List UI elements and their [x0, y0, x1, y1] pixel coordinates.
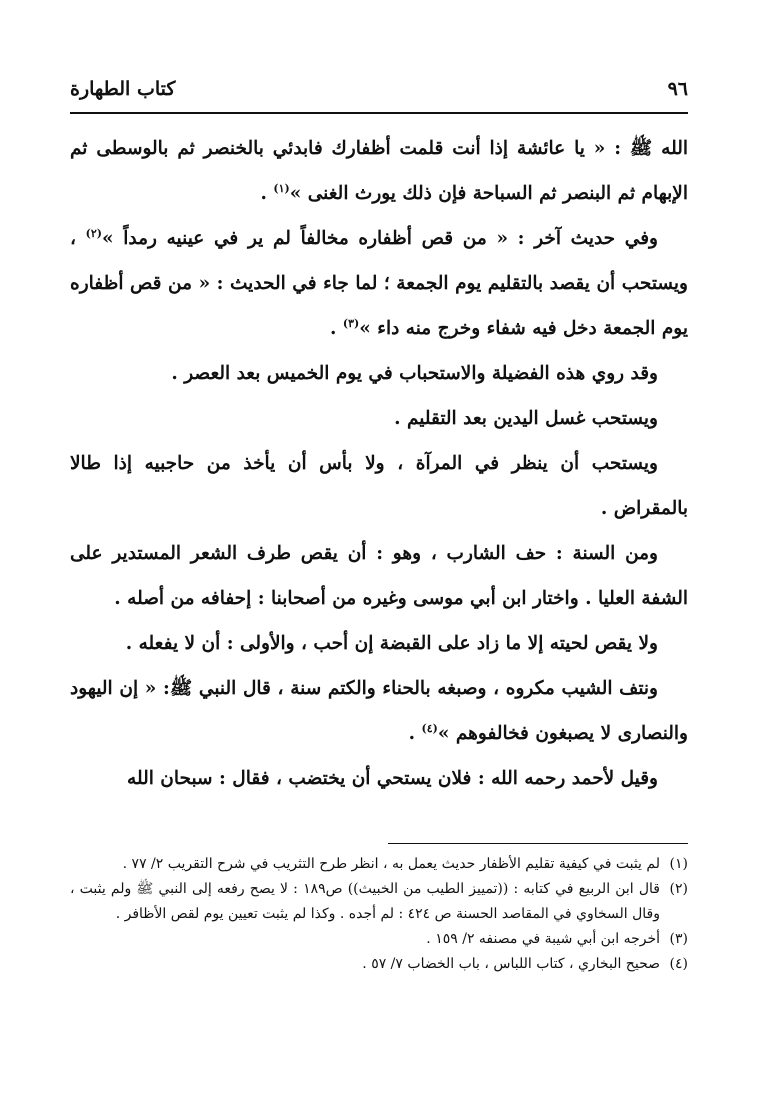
- paragraph-2: وفي حديث آخر : « من قص أظفاره مخالفاً لم ير في عينيه رمداً »$^{(٢)}$ ، ويستحب أن يقصد بالتقليم يوم الجمعة ؛ لما جاء في الحديث : « من قص أظفاره يوم الجمعة دخل فيه شفاء وخرج منه داء »$^{(٣)}$ .: [70, 226, 688, 339]
- footnote-number: (٤): [669, 956, 688, 972]
- footnote-3: [70, 927, 688, 952]
- paragraph-4: ويستحب غسل اليدين بعد التقليم .: [394, 408, 658, 429]
- footnote-number: (٢): [669, 881, 688, 897]
- paragraph-3: وقد روي هذه الفضيلة والاستحباب في يوم الخميس بعد العصر .: [171, 363, 658, 384]
- footnote-text: قال ابن الربيع في كتابه : ((تمييز الطيب من الخبيث)) ص١٨٩ : لا يصح رفعه إلى النبي ﷺ ولم يثبت ، وقال السخاوي في المقاصد الحسنة ص ٤٢٤ : لم أجده . وكذا لم يثبت تعيين يوم لقص الأظافر .: [70, 881, 660, 922]
- main-text: [70, 126, 688, 801]
- footnote-divider: [388, 843, 688, 844]
- paragraph-1: الله ﷺ : « يا عائشة إذا أنت قلمت أظفارك فابدئي بالخنصر ثم بالوسطى ثم الإبهام ثم البنصر ثم السباحة فإن ذلك يورث الغنى »$^{(١)}$ .: [70, 138, 688, 204]
- paragraph-8: ونتف الشيب مكروه ، وصبغه بالحناء والكتم سنة ، قال النبي ﷺ: « إن اليهود والنصارى لا يصبغون فخالفوهم »$^{(٤)}$ .: [70, 678, 688, 744]
- page-header: [70, 78, 688, 104]
- footnote-1: [70, 852, 688, 877]
- footnote-ref-4[interactable]: (٤): [421, 721, 438, 735]
- footnote-text: لم يثبت في كيفية تقليم الأظفار حديث يعمل به ، انظر طرح التثريب في شرح التقريب ٢/ ٧٧ .: [122, 856, 660, 872]
- paragraph-7: ولا يقص لحيته إلا ما زاد على القبضة إن أحب ، والأولى : أن لا يفعله .: [125, 633, 658, 654]
- footnote-text: صحيح البخاري ، كتاب اللباس ، باب الخضاب ٧/ ٥٧ .: [362, 956, 660, 972]
- paragraph-5: ويستحب أن ينظر في المرآة ، ولا بأس أن يأخذ من حاجبيه إذا طالا بالمقراض .: [70, 453, 688, 519]
- footnote-ref-3[interactable]: (٣): [342, 316, 360, 330]
- footnote-number: (١): [669, 856, 688, 872]
- footnote-number: (٣): [669, 931, 688, 947]
- page-number: ٩٦: [667, 78, 688, 100]
- footnotes: [70, 852, 688, 977]
- paragraph-9: وقيل لأحمد رحمه الله : فلان يستحي أن يختضب ، فقال : سبحان الله: [127, 768, 658, 789]
- book-title: كتاب الطهارة: [70, 78, 176, 100]
- paragraph-6: ومن السنة : حف الشارب ، وهو : أن يقص طرف الشعر المستدير على الشفة العليا . واختار ابن أبي موسى وغيره من أصحابنا : إحفافه من أصله .: [70, 543, 688, 609]
- footnote-text: أخرجه ابن أبي شيبة في مصنفه ٢/ ١٥٩ .: [426, 931, 660, 947]
- footnote-2: [70, 877, 688, 927]
- header-divider: [70, 112, 688, 114]
- footnote-ref-1[interactable]: (١): [273, 181, 290, 195]
- footnote-4: [70, 952, 688, 977]
- footnote-ref-2[interactable]: (٢): [85, 226, 103, 240]
